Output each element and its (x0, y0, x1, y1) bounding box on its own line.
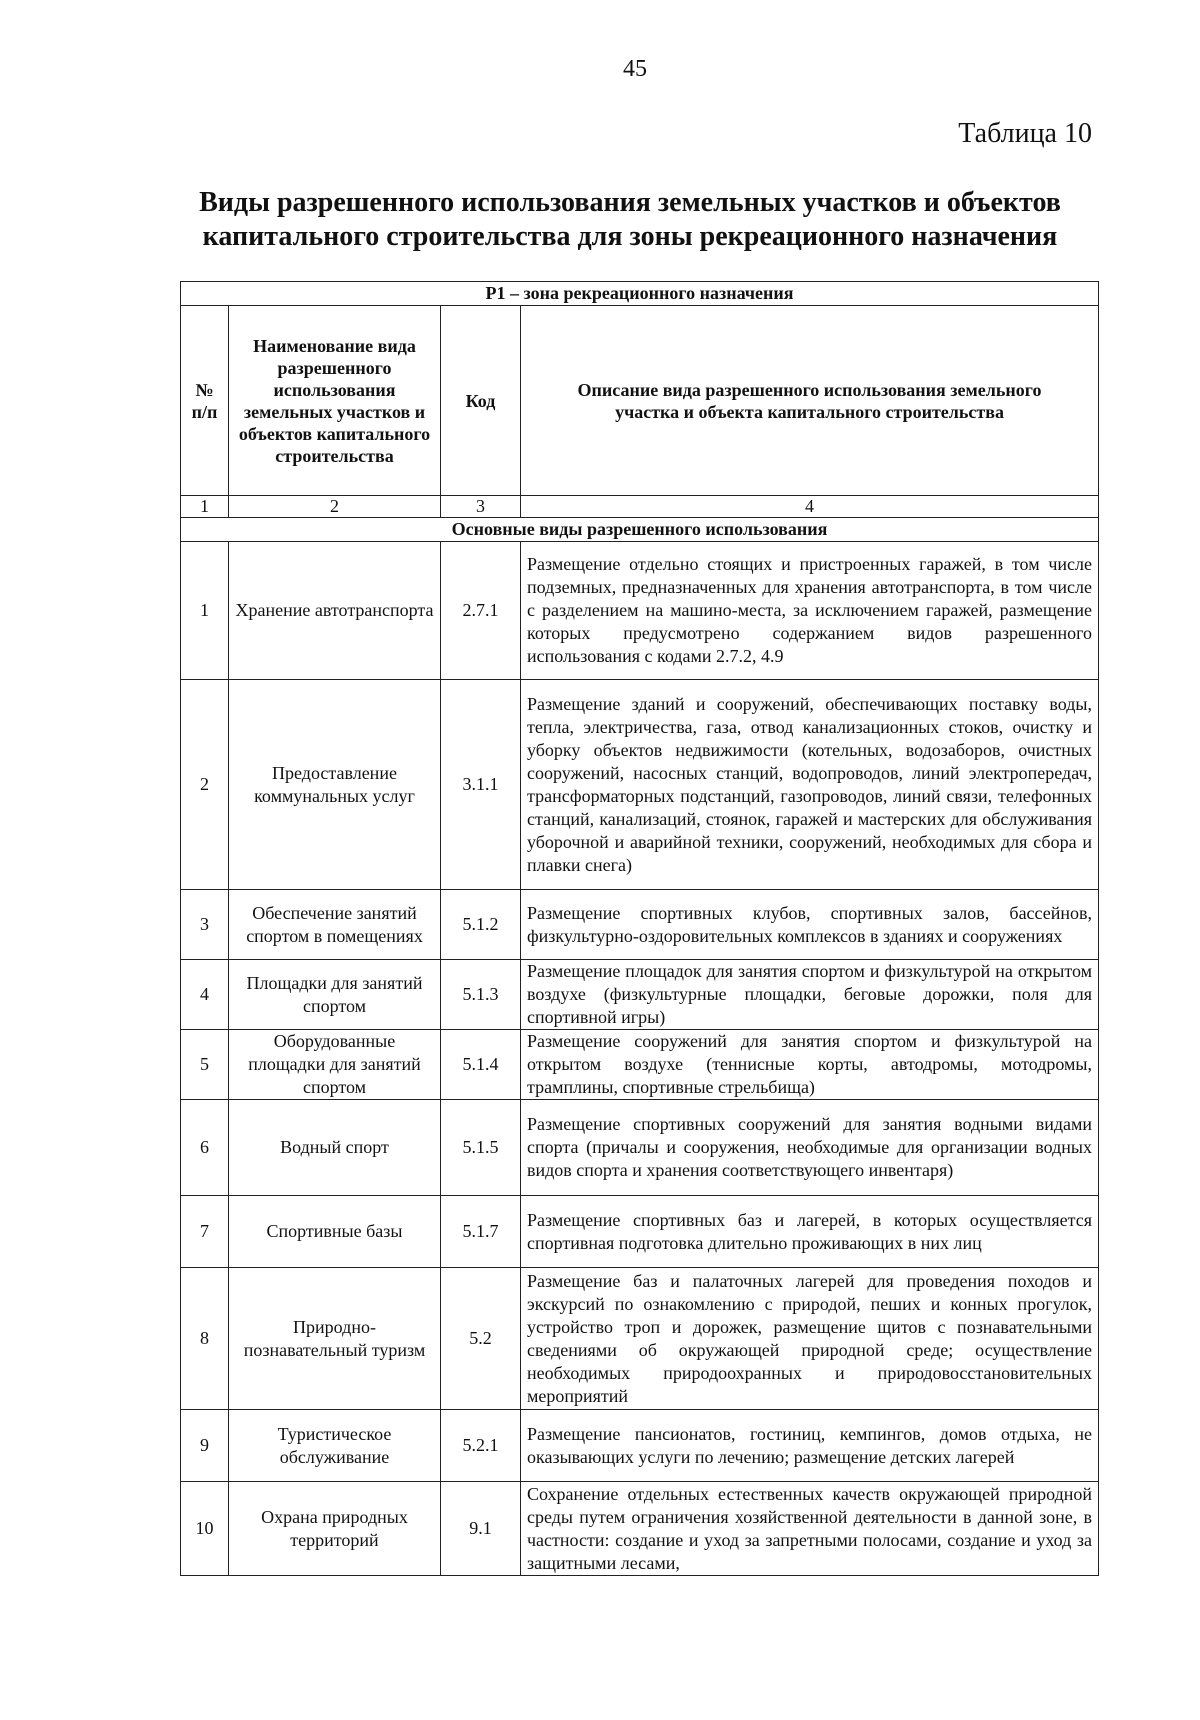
use-description: Размещение отдельно стоящих и пристроенных гаражей, в том числе подземных, предназначенных для хранения автотранспорта, в том числе с разделением на машино-места, за исключением гаражей, размещение которых предусмотрено содержанием видов разрешенного использования с кодами 2.7.2, 4.9 (521, 542, 1099, 680)
use-code: 5.1.2 (441, 890, 521, 960)
use-description: Размещение спортивных баз и лагерей, в которых осуществляется спортивная подготовка длительно проживающих в них лиц (521, 1196, 1099, 1268)
zone-header: Р1 – зона рекреационного назначения (181, 282, 1099, 306)
use-description: Размещение зданий и сооружений, обеспечивающих поставку воды, тепла, электричества, газа, отвод канализационных стоков, очистку и уборку объектов недвижимости (котельных, водозаборов, очистных сооружений, насосных станций, водопроводов, линий электропередач, трансформаторных подстанций, газопроводов, линий связи, телефонных станций, канализаций, стоянок, гаражей и мастерских для обслуживания уборочной и аварийной техники, сооружений, необходимых для сбора и плавки снега) (521, 680, 1099, 890)
use-code: 5.2.1 (441, 1410, 521, 1482)
column-number: 2 (229, 496, 441, 518)
use-code: 5.1.5 (441, 1100, 521, 1196)
table-row (181, 890, 1099, 960)
use-code: 3.1.1 (441, 680, 521, 890)
row-number: 3 (181, 890, 229, 960)
zone-header-row (181, 282, 1099, 306)
column-number: 4 (521, 496, 1099, 518)
use-name: Природно-познавательный туризм (229, 1268, 441, 1410)
row-number: 6 (181, 1100, 229, 1196)
row-number: 2 (181, 680, 229, 890)
use-description: Размещение площадок для занятия спортом и физкультурой на открытом воздухе (физкультурные площадки, беговые дорожки, поля для спортивной игры) (521, 960, 1099, 1030)
page-number: 45 (623, 56, 647, 82)
header-code: Код (441, 306, 521, 496)
use-name: Обеспечение занятий спортом в помещениях (229, 890, 441, 960)
use-description: Размещение пансионатов, гостиниц, кемпингов, домов отдыха, не оказывающих услуги по лечению; размещение детских лагерей (521, 1410, 1099, 1482)
use-code: 5.2 (441, 1268, 521, 1410)
use-name: Хранение автотранспорта (229, 542, 441, 680)
use-code: 5.1.4 (441, 1030, 521, 1100)
use-description: Размещение спортивных клубов, спортивных залов, бассейнов, физкультурно-оздоровительных комплексов в зданиях и сооружениях (521, 890, 1099, 960)
use-name: Водный спорт (229, 1100, 441, 1196)
row-number: 8 (181, 1268, 229, 1410)
column-header-row (181, 306, 1099, 496)
use-description: Размещение спортивных сооружений для занятия водными видами спорта (причалы и сооружения, необходимые для организации водных видов спорта и хранения соответствующего инвентаря) (521, 1100, 1099, 1196)
use-name: Оборудованные площадки для занятий спортом (229, 1030, 441, 1100)
row-number: 7 (181, 1196, 229, 1268)
table-row (181, 960, 1099, 1030)
table-label: Таблица 10 (958, 118, 1092, 149)
use-name: Туристическое обслуживание (229, 1410, 441, 1482)
use-description: Размещение сооружений для занятия спортом и физкультурой на открытом воздухе (теннисные корты, автодромы, мотодромы, трамплины, спортивные стрельбища) (521, 1030, 1099, 1100)
table-row (181, 1268, 1099, 1410)
header-desc: Описание вида разрешенного использования земельного участка и объекта капитального строительства (521, 306, 1099, 496)
use-description: Сохранение отдельных естественных качеств окружающей природной среды путем ограничения хозяйственной деятельности в данной зоне, в частности: создание и уход за запретными полосами, создание и уход за защитными лесами, (521, 1482, 1099, 1576)
header-name: Наименование вида разрешенного использования земельных участков и объектов капитального строительства (229, 306, 441, 496)
section-title: Основные виды разрешенного использования (181, 518, 1099, 542)
use-name: Спортивные базы (229, 1196, 441, 1268)
table-row (181, 1100, 1099, 1196)
row-number: 1 (181, 542, 229, 680)
document-title: Виды разрешенного использования земельных участков и объектов капитального строительства для зоны рекреационного назначения (199, 187, 1061, 252)
table-row (181, 1196, 1099, 1268)
use-code: 9.1 (441, 1482, 521, 1576)
row-number: 4 (181, 960, 229, 1030)
row-number: 10 (181, 1482, 229, 1576)
table-row (181, 680, 1099, 890)
section-row (181, 518, 1099, 542)
use-description: Размещение баз и палаточных лагерей для проведения походов и экскурсий по ознакомлению с природой, пеших и конных прогулок, устройство троп и дорожек, размещение щитов с познавательными сведениями об окружающей природной среде; осуществление необходимых природоохранных и природовосстановительных мероприятий (521, 1268, 1099, 1410)
land-use-table (180, 281, 1099, 1576)
row-number: 5 (181, 1030, 229, 1100)
column-number-row (181, 496, 1099, 518)
use-name: Предоставление коммунальных услуг (229, 680, 441, 890)
table-row (181, 1410, 1099, 1482)
column-number: 1 (181, 496, 229, 518)
column-number: 3 (441, 496, 521, 518)
row-number: 9 (181, 1410, 229, 1482)
table-row (181, 1030, 1099, 1100)
header-num: № п/п (181, 306, 229, 496)
use-code: 5.1.3 (441, 960, 521, 1030)
table-row (181, 542, 1099, 680)
use-name: Площадки для занятий спортом (229, 960, 441, 1030)
use-code: 2.7.1 (441, 542, 521, 680)
table-row (181, 1482, 1099, 1576)
use-name: Охрана природных территорий (229, 1482, 441, 1576)
use-code: 5.1.7 (441, 1196, 521, 1268)
